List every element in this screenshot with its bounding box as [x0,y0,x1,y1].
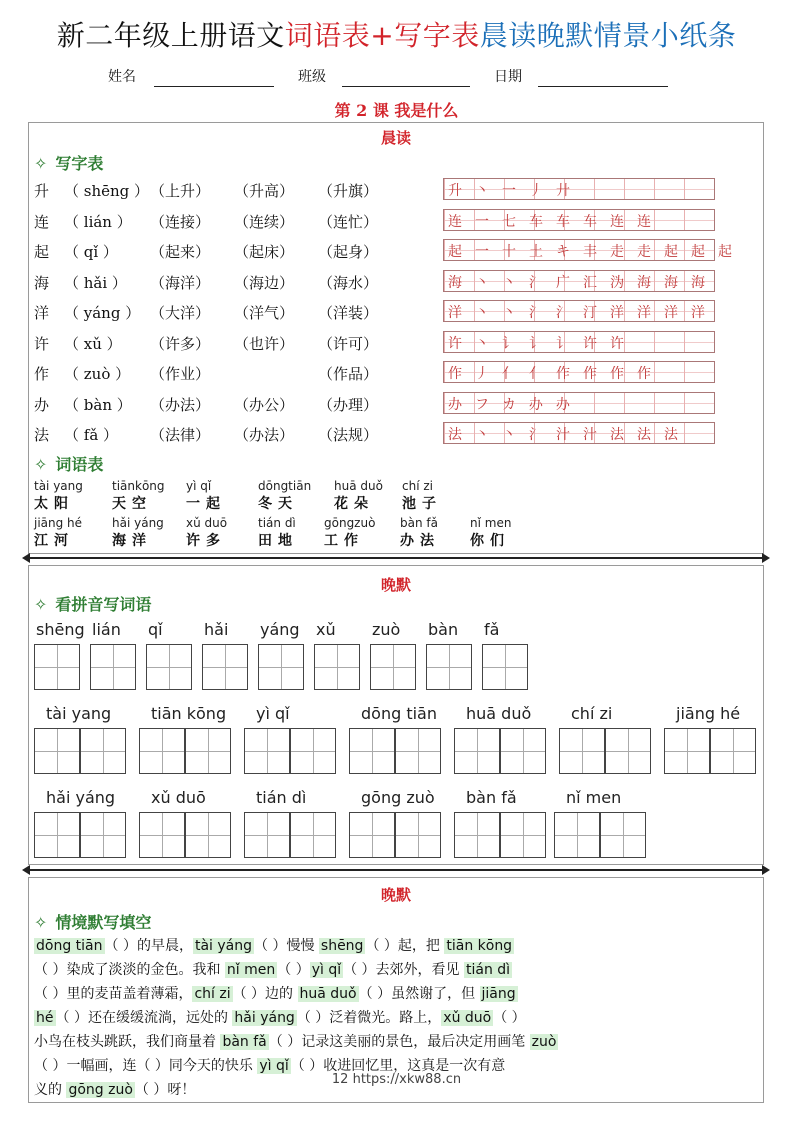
writing-boxes [559,728,651,774]
writing-boxes [349,812,441,858]
pinyin-prompt: dōng tiān [361,704,437,723]
writing-box[interactable] [146,644,192,690]
cloze-line [34,982,758,1006]
word-hanzi: 一起 [186,496,226,512]
char-row-char: 洋 [34,304,50,322]
writing-box[interactable] [395,728,441,774]
diamond-icon: ✧ [34,455,48,474]
stroke-order-grid [443,209,715,231]
writing-box[interactable] [202,644,248,690]
pinyin-highlight: dōng tiān [36,938,103,954]
word-hanzi: 江河 [34,533,74,549]
pinyin-prompt: jiāng hé [676,704,741,723]
char-row-w1: （作业） [150,365,211,383]
pinyin-highlight: jiāng [481,986,516,1002]
word-pinyin: chí zi [402,479,433,493]
stroke-order-text: 海丶丶氵广汇沩海海海 [448,274,718,291]
pinyin-highlight: tài yáng [194,938,252,954]
pinyin-prompt: xǔ duō [151,788,206,807]
pinyin-prompt: tián dì [256,788,307,807]
title-part-1: 新二年级上册语文 [56,19,285,52]
char-row-w3: （作品） [318,365,379,383]
char-row-w3: （办理） [318,395,379,414]
pinyin-highlight: nǐ men [226,962,276,978]
writing-boxes [664,728,756,774]
writing-box[interactable] [185,728,231,774]
writing-box[interactable] [395,812,441,858]
writing-boxes [202,644,248,690]
divider-arrow [26,557,766,559]
writing-box[interactable] [34,644,80,690]
pinyin-prompt: nǐ men [566,788,622,807]
char-row-w2: （海边） [234,273,295,292]
stroke-order-grid [443,422,715,444]
writing-boxes [139,812,231,858]
cloze-line [34,1006,758,1030]
cloze-text: （ ）去郊外，看见 [343,962,465,978]
stroke-order-grid [443,392,715,414]
pinyin-prompt: huā duǒ [466,704,532,723]
pinyin-highlight: tiān kōng [446,938,513,954]
word-pinyin: tiānkōng [112,479,165,493]
diamond-icon: ✧ [34,154,48,173]
char-row-w1: （许多） [150,334,211,353]
stroke-order-text: 法丶丶氵汁汁法法法 [448,427,691,443]
footer-url: 12 https://xkw88.cn [331,1072,462,1087]
pinyin-highlight: bàn fǎ [222,1034,267,1050]
writing-box[interactable] [139,812,185,858]
word-hanzi: 办法 [400,533,440,549]
stroke-order-text: 许丶讠讠讠许许 [448,335,637,352]
pinyin-prompt: hǎi yáng [46,788,116,807]
writing-boxes [244,728,336,774]
writing-boxes [34,644,80,690]
word-hanzi: 你们 [470,533,510,549]
word-hanzi: 田地 [258,533,298,549]
pinyin-highlight: yì qǐ [311,962,342,978]
word-section-title: ✧ 词语表 [34,455,104,474]
writing-box[interactable] [600,812,646,858]
char-row-w3: （洋装） [318,304,379,322]
char-row-w2: （办公） [234,395,295,414]
writing-boxes [258,644,304,690]
writing-box[interactable] [454,812,500,858]
student-info [0,66,793,90]
word-pinyin: hǎi yáng [112,516,164,530]
char-row-w3: （许可） [318,334,379,353]
char-row-py: （ xǔ ） [64,334,122,353]
char-row-w3: （连忙） [318,212,379,231]
title-part-2: 词语表+写字表 [284,19,480,52]
cloze-text: （ ）收进回忆里，这真是一次有意 [290,1058,506,1074]
char-row-py: （ hǎi ） [64,273,127,292]
writing-boxes [454,728,546,774]
word-hanzi: 海洋 [112,533,152,549]
char-row-w3: （升旗） [318,182,379,200]
word-pinyin: gōngzuò [324,516,376,530]
pinyin-prompt: tiān kōng [151,704,227,723]
char-row-py: （ bàn ） [64,395,132,414]
name-label: 姓名 [108,69,136,85]
pinyin-prompt: xǔ [316,620,336,639]
pinyin-prompt: gōng zuò [361,788,435,807]
stroke-order-grid [443,239,745,261]
cloze-text: （ ）还在缓缓流淌，远处的 [55,1010,233,1026]
pinyin-prompt: bàn fǎ [466,788,517,807]
word-hanzi: 许多 [186,533,226,549]
cloze-line [34,958,758,982]
cloze-text: （ ）慢慢 [254,938,319,954]
char-row-py: （ shēng ） [64,182,150,200]
cloze-text: （ ）记录这美丽的景色，最后决定用画笔 [268,1034,530,1050]
stroke-order-grid [443,331,715,353]
writing-box[interactable] [482,644,528,690]
morning-panel-title: 晨读 [380,129,411,147]
writing-box[interactable] [500,728,546,774]
pinyin-highlight: tián dì [466,962,511,978]
name-blank[interactable] [154,66,274,87]
char-row-w3: （法规） [318,426,379,444]
pinyin-section-title: ✧ 看拼音写词语 [34,595,152,614]
writing-box[interactable] [34,812,80,858]
pinyin-highlight: yì qǐ [259,1058,289,1074]
writing-box[interactable] [664,728,710,774]
stroke-order-grid [443,300,718,322]
char-row-w1: （连接） [150,212,211,231]
char-row-char: 办 [34,395,50,414]
word-pinyin: huā duǒ [334,479,383,493]
char-row-char: 作 [34,365,50,383]
char-row-w2: （起床） [234,243,295,261]
pinyin-highlight: hé [36,1010,54,1026]
stroke-order-text: 作丿亻亻作作作作 [448,366,664,382]
writing-boxes [454,812,546,858]
char-row-char: 海 [34,273,50,292]
writing-box[interactable] [554,812,600,858]
writing-box[interactable] [90,644,136,690]
stroke-order-text: 洋丶丶氵氵汀洋洋洋洋 [448,305,718,321]
word-pinyin: dōngtiān [258,479,312,493]
char-row-w1: （海洋） [150,273,211,292]
char-row-char: 许 [34,334,50,353]
stroke-order-text: 办フカ办办 [448,396,583,413]
word-hanzi: 太阳 [34,496,74,512]
word-hanzi: 天空 [112,496,152,512]
word-pinyin: yì qǐ [186,479,212,493]
pinyin-highlight: hǎi yáng [234,1010,295,1026]
cloze-text: （ ）染成了淡淡的金色。我和 [34,962,225,978]
write-section-title: ✧ 写字表 [34,154,104,173]
writing-box[interactable] [605,728,651,774]
char-row-char: 连 [34,212,50,231]
writing-boxes [426,644,472,690]
pinyin-prompt: fǎ [484,620,500,639]
word-pinyin: jiāng hé [34,516,83,530]
cloze-text: （ ）一幅画，连（ ）同今天的快乐 [34,1058,258,1074]
pinyin-prompt: shēng [36,620,85,639]
char-row-py: （ yáng ） [64,304,141,322]
char-row-py: （ zuò ） [64,365,131,383]
writing-boxes [482,644,528,690]
writing-box[interactable] [314,644,360,690]
pinyin-prompt: yì qǐ [256,704,290,723]
word-hanzi: 花朵 [334,496,374,512]
char-row-w1: （上升） [150,182,211,200]
writing-box[interactable] [426,644,472,690]
page-title [0,18,793,54]
evening-panel-2-title: 晚默 [380,886,411,904]
cloze-text: （ ）虽然谢了，但 [358,986,480,1002]
cloze-text: （ ）边的 [232,986,298,1002]
pinyin-highlight: zuò [531,1034,557,1050]
stroke-order-text: 起一十土キ丰走走起起起 [448,244,745,260]
writing-boxes [146,644,192,690]
cloze-text: （ ）的早晨， [104,938,193,954]
word-hanzi: 工作 [324,533,364,549]
pinyin-prompt: bàn [428,620,459,639]
char-row-w1: （办法） [150,395,211,414]
stroke-order-text: 升丶一丿廾 [448,183,583,199]
char-row-char: 升 [34,182,50,200]
diamond-icon: ✧ [34,913,48,932]
char-row-w1: （大洋） [150,304,211,322]
pinyin-highlight: chí zi [194,986,231,1002]
cloze-text: （ ）泛着微光。路上， [296,1010,442,1026]
writing-box[interactable] [710,728,756,774]
writing-box[interactable] [185,812,231,858]
pinyin-prompt: hǎi [204,620,229,639]
writing-box[interactable] [258,644,304,690]
pinyin-prompt: yáng [260,620,300,639]
stroke-order-grid [443,270,718,292]
writing-box[interactable] [34,728,80,774]
char-row-w1: （法律） [150,426,211,444]
char-row-w1: （起来） [150,243,211,261]
writing-boxes [244,812,336,858]
stroke-order-text: 连一七车车车连连 [448,213,664,230]
word-pinyin: tián dì [258,516,296,530]
writing-box[interactable] [244,728,290,774]
cloze-text: （ ）里的麦苗盖着薄霜， [34,986,193,1002]
class-label: 班级 [298,69,326,85]
date-label: 日期 [494,69,522,85]
lesson-title: 第 2 课 我是什么 [334,101,459,120]
char-row-py: （ lián ） [64,212,132,231]
cloze-line [34,1030,758,1054]
word-pinyin: xǔ duō [186,516,228,530]
word-pinyin: nǐ men [470,516,512,530]
writing-boxes [314,644,360,690]
char-row-char: 起 [34,243,50,261]
pinyin-prompt: tài yang [46,704,112,723]
word-pinyin: bàn fǎ [400,516,438,530]
cloze-text: （ ）起，把 [365,938,445,954]
writing-box[interactable] [244,812,290,858]
stroke-order-grid [443,178,715,200]
word-hanzi: 池子 [402,496,442,512]
pinyin-prompt: qǐ [148,620,163,639]
cloze-text: 小鸟在枝头跳跃，我们商量着 [34,1034,221,1050]
stroke-order-grid [443,361,715,383]
diamond-icon: ✧ [34,595,48,614]
cloze-text: （ ）呀！ [134,1082,196,1098]
writing-boxes [90,644,136,690]
pinyin-highlight: huā duǒ [299,986,357,1002]
pinyin-prompt: lián [92,620,121,639]
writing-boxes [370,644,416,690]
writing-box[interactable] [559,728,605,774]
pinyin-highlight: xǔ duō [443,1010,492,1026]
writing-boxes [34,812,126,858]
char-row-char: 法 [34,426,50,444]
class-blank[interactable] [342,66,470,87]
cloze-text: （ ） [493,1010,526,1026]
pinyin-prompt: zuò [372,620,401,639]
char-row-w2: （连续） [234,212,295,231]
char-row-w2: （升高） [234,182,295,200]
cloze-section-title: ✧ 情境默写填空 [34,913,152,932]
writing-box[interactable] [290,728,336,774]
cloze-text: 义的 [34,1082,67,1098]
writing-box[interactable] [290,812,336,858]
char-row-w2: （办法） [234,426,295,444]
writing-box[interactable] [349,728,395,774]
evening-panel-1-title: 晚默 [380,576,411,594]
writing-boxes [554,812,646,858]
char-row-w2: （洋气） [234,304,295,322]
title-part-3: 晨读晚默情景小纸条 [479,19,737,52]
char-row-w3: （海水） [318,273,379,292]
writing-box[interactable] [454,728,500,774]
writing-box[interactable] [139,728,185,774]
writing-box[interactable] [80,728,126,774]
date-blank[interactable] [538,66,668,87]
writing-boxes [349,728,441,774]
writing-box[interactable] [349,812,395,858]
writing-box[interactable] [500,812,546,858]
writing-boxes [139,728,231,774]
pinyin-highlight: gōng zuò [68,1082,133,1098]
writing-boxes [34,728,126,774]
word-hanzi: 冬天 [258,496,298,512]
char-row-py: （ fǎ ） [64,426,119,444]
cloze-text: （ ） [277,962,310,978]
word-pinyin: tài yang [34,479,83,493]
char-row-w2: （也许） [234,334,295,353]
pinyin-prompt: chí zi [571,704,613,723]
cloze-line [34,934,758,958]
char-row-w3: （起身） [318,243,379,261]
pinyin-highlight: shēng [320,938,364,954]
writing-box[interactable] [370,644,416,690]
writing-box[interactable] [80,812,126,858]
divider-arrow [26,869,766,871]
char-row-py: （ qǐ ） [64,243,118,261]
